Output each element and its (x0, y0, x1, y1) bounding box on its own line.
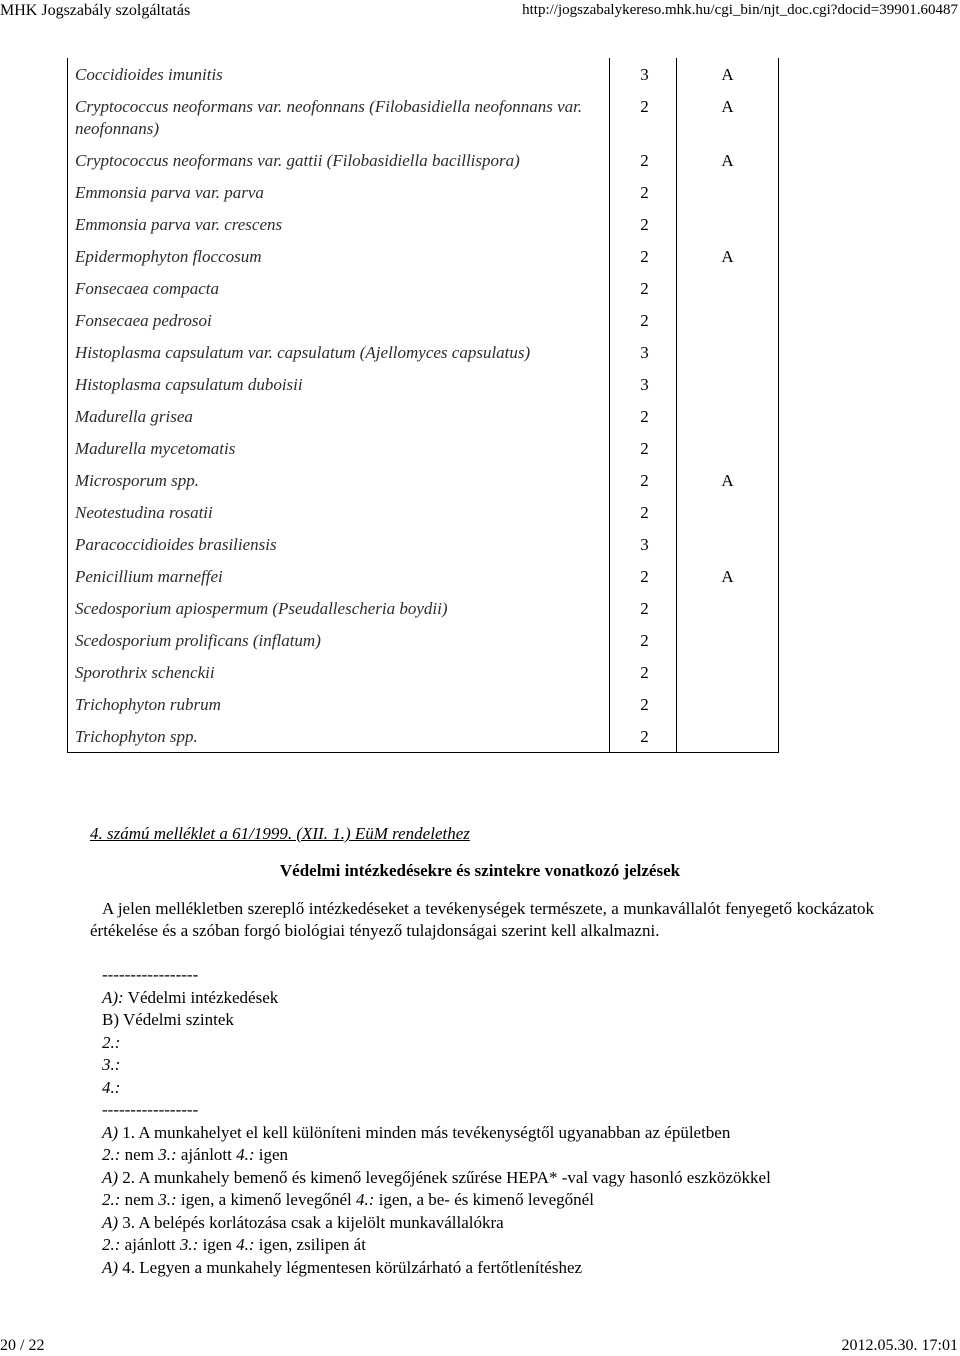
list-line (102, 1234, 771, 1257)
action-code: A (677, 464, 779, 496)
level-label: 4.: (356, 1190, 375, 1209)
action-code: A (677, 144, 779, 176)
list-line (102, 1122, 771, 1145)
table-row (68, 496, 779, 528)
action-code (677, 656, 779, 688)
table-row (68, 720, 779, 753)
measures-list (102, 964, 771, 1279)
intro-paragraph: A jelen mellékletben szereplő intézkedéseket a tevékenységek természete, a munkavállalót fenyegető kockázatok értékelése és a szóban forgó biológiai tényező tulajdonságai szerint kell alkalmazni. (90, 899, 874, 940)
table-row (68, 528, 779, 560)
action-code (677, 336, 779, 368)
level-label: 4.: (236, 1145, 255, 1164)
risk-group: 2 (610, 176, 677, 208)
organism-name: Emmonsia parva var. parva (68, 176, 610, 208)
level-label: 2.: (102, 1190, 121, 1209)
organism-name: Emmonsia parva var. crescens (68, 208, 610, 240)
action-code: A (677, 560, 779, 592)
action-code (677, 176, 779, 208)
list-line (102, 1144, 771, 1167)
line-prefix: 3.: (102, 1055, 121, 1074)
level-value: nem (120, 1190, 159, 1209)
risk-group: 2 (610, 560, 677, 592)
table-row (68, 176, 779, 208)
line-text: B) Védelmi szintek (102, 1010, 234, 1029)
line-prefix: 2.: (102, 1032, 121, 1052)
page-number: 20 / 22 (0, 1337, 45, 1354)
annex-title: 4. számú melléklet a 61/1999. (XII. 1.) EüM rendelethez (90, 824, 470, 843)
action-code (677, 496, 779, 528)
organism-name: Cryptococcus neoformans var. gattii (Filobasidiella bacillispora) (68, 144, 610, 176)
line-prefix: A) (102, 1257, 119, 1277)
line-prefix: A): (102, 987, 124, 1007)
organism-name: Fonsecaea pedrosoi (68, 304, 610, 336)
table-row (68, 208, 779, 240)
table-row (68, 560, 779, 592)
level-value: igen, a kimenő levegőnél (176, 1190, 357, 1209)
line-text: ----------------- (102, 1100, 199, 1119)
line-text: 3. A belépés korlátozása csak a kijelölt munkavállalókra (118, 1212, 504, 1232)
risk-group: 2 (610, 432, 677, 464)
level-label: 3.: (158, 1190, 177, 1209)
organism-table (67, 58, 779, 753)
table-row (68, 240, 779, 272)
risk-group: 2 (610, 240, 677, 272)
organism-name: Scedosporium prolificans (inflatum) (68, 624, 610, 656)
risk-group: 2 (610, 720, 677, 753)
organism-name: Sporothrix schenckii (68, 656, 610, 688)
organism-name: Epidermophyton floccosum (68, 240, 610, 272)
action-code (677, 528, 779, 560)
risk-group: 2 (610, 208, 677, 240)
organism-name: Scedosporium apiospermum (Pseudallescheria boydii) (68, 592, 610, 624)
list-line (102, 1257, 771, 1280)
organism-name: Madurella grisea (68, 400, 610, 432)
line-text: 2. A munkahely bemenő és kimenő levegőjének szűrése HEPA* -val vagy hasonló eszközökkel (118, 1167, 771, 1187)
risk-group: 2 (610, 592, 677, 624)
action-code (677, 688, 779, 720)
organism-name: Histoplasma capsulatum duboisii (68, 368, 610, 400)
list-line (102, 1054, 771, 1077)
level-label: 2.: (102, 1145, 121, 1164)
organism-name: Histoplasma capsulatum var. capsulatum (Ajellomyces capsulatus) (68, 336, 610, 368)
level-value: igen, a be- és kimenő levegőnél (374, 1190, 594, 1209)
list-line (102, 964, 771, 987)
level-label: 3.: (158, 1145, 177, 1164)
risk-group: 3 (610, 528, 677, 560)
table-row (68, 336, 779, 368)
organism-name: Cryptococcus neoformans var. neofonnans (Filobasidiella neofonnans var. neofonnans) (68, 90, 610, 144)
list-line (102, 987, 771, 1010)
level-value: igen (198, 1235, 237, 1254)
action-code: A (677, 240, 779, 272)
level-value: ajánlott (176, 1145, 237, 1164)
risk-group: 3 (610, 368, 677, 400)
organism-name: Microsporum spp. (68, 464, 610, 496)
line-prefix: A) (102, 1122, 119, 1142)
organism-name: Paracoccidioides brasiliensis (68, 528, 610, 560)
print-timestamp: 2012.05.30. 17:01 (841, 1337, 958, 1354)
table-row (68, 688, 779, 720)
action-code (677, 272, 779, 304)
action-code: A (677, 90, 779, 144)
line-text: 4. Legyen a munkahely légmentesen körülzárható a fertőtlenítéshez (118, 1257, 583, 1277)
list-line (102, 1032, 771, 1055)
table-row (68, 368, 779, 400)
action-code (677, 208, 779, 240)
risk-group: 2 (610, 304, 677, 336)
action-code (677, 304, 779, 336)
risk-group: 2 (610, 464, 677, 496)
line-text: ----------------- (102, 965, 199, 984)
header-site-title: MHK Jogszabály szolgáltatás (0, 2, 191, 19)
action-code (677, 368, 779, 400)
level-value: igen, zsilipen át (254, 1235, 366, 1254)
table-row (68, 58, 779, 90)
action-code (677, 592, 779, 624)
risk-group: 2 (610, 144, 677, 176)
action-code (677, 720, 779, 753)
risk-group: 2 (610, 272, 677, 304)
level-value: nem (120, 1145, 159, 1164)
line-prefix: 4.: (102, 1077, 121, 1097)
list-line (102, 1189, 771, 1212)
table-row (68, 464, 779, 496)
risk-group: 3 (610, 58, 677, 90)
list-line (102, 1212, 771, 1235)
list-line (102, 1077, 771, 1100)
risk-group: 2 (610, 688, 677, 720)
level-value: ajánlott (120, 1235, 180, 1254)
table-row (68, 144, 779, 176)
line-prefix: A) (102, 1212, 119, 1232)
header-url[interactable]: http://jogszabalykereso.mhk.hu/cgi_bin/njt_doc.cgi?docid=39901.60487 (522, 2, 958, 18)
list-line (102, 1099, 771, 1122)
table-row (68, 624, 779, 656)
table-row (68, 432, 779, 464)
list-line (102, 1009, 771, 1032)
risk-group: 2 (610, 624, 677, 656)
organism-name: Penicillium marneffei (68, 560, 610, 592)
level-label: 2.: (102, 1235, 121, 1254)
action-code (677, 400, 779, 432)
organism-name: Neotestudina rosatii (68, 496, 610, 528)
table-row (68, 656, 779, 688)
risk-group: 3 (610, 336, 677, 368)
table-row (68, 304, 779, 336)
action-code (677, 432, 779, 464)
table-row (68, 90, 779, 144)
organism-name: Coccidioides imunitis (68, 58, 610, 90)
line-prefix: A) (102, 1167, 119, 1187)
table-row (68, 400, 779, 432)
risk-group: 2 (610, 400, 677, 432)
action-code: A (677, 58, 779, 90)
level-label: 3.: (179, 1235, 199, 1254)
organism-name: Trichophyton spp. (68, 720, 610, 753)
list-line (102, 1167, 771, 1190)
level-value: igen (254, 1145, 289, 1164)
organism-name: Madurella mycetomatis (68, 432, 610, 464)
level-label: 4.: (236, 1235, 255, 1254)
section-heading: Védelmi intézkedésekre és szintekre vonatkozó jelzések (279, 861, 681, 880)
table-row (68, 272, 779, 304)
line-text: 1. A munkahelyet el kell különíteni minden más tevékenységtől ugyanabban az épületben (118, 1122, 731, 1142)
risk-group: 2 (610, 90, 677, 144)
organism-name: Fonsecaea compacta (68, 272, 610, 304)
line-text: Védelmi intézkedések (123, 987, 279, 1007)
risk-group: 2 (610, 496, 677, 528)
table-row (68, 592, 779, 624)
risk-group: 2 (610, 656, 677, 688)
organism-name: Trichophyton rubrum (68, 688, 610, 720)
action-code (677, 624, 779, 656)
